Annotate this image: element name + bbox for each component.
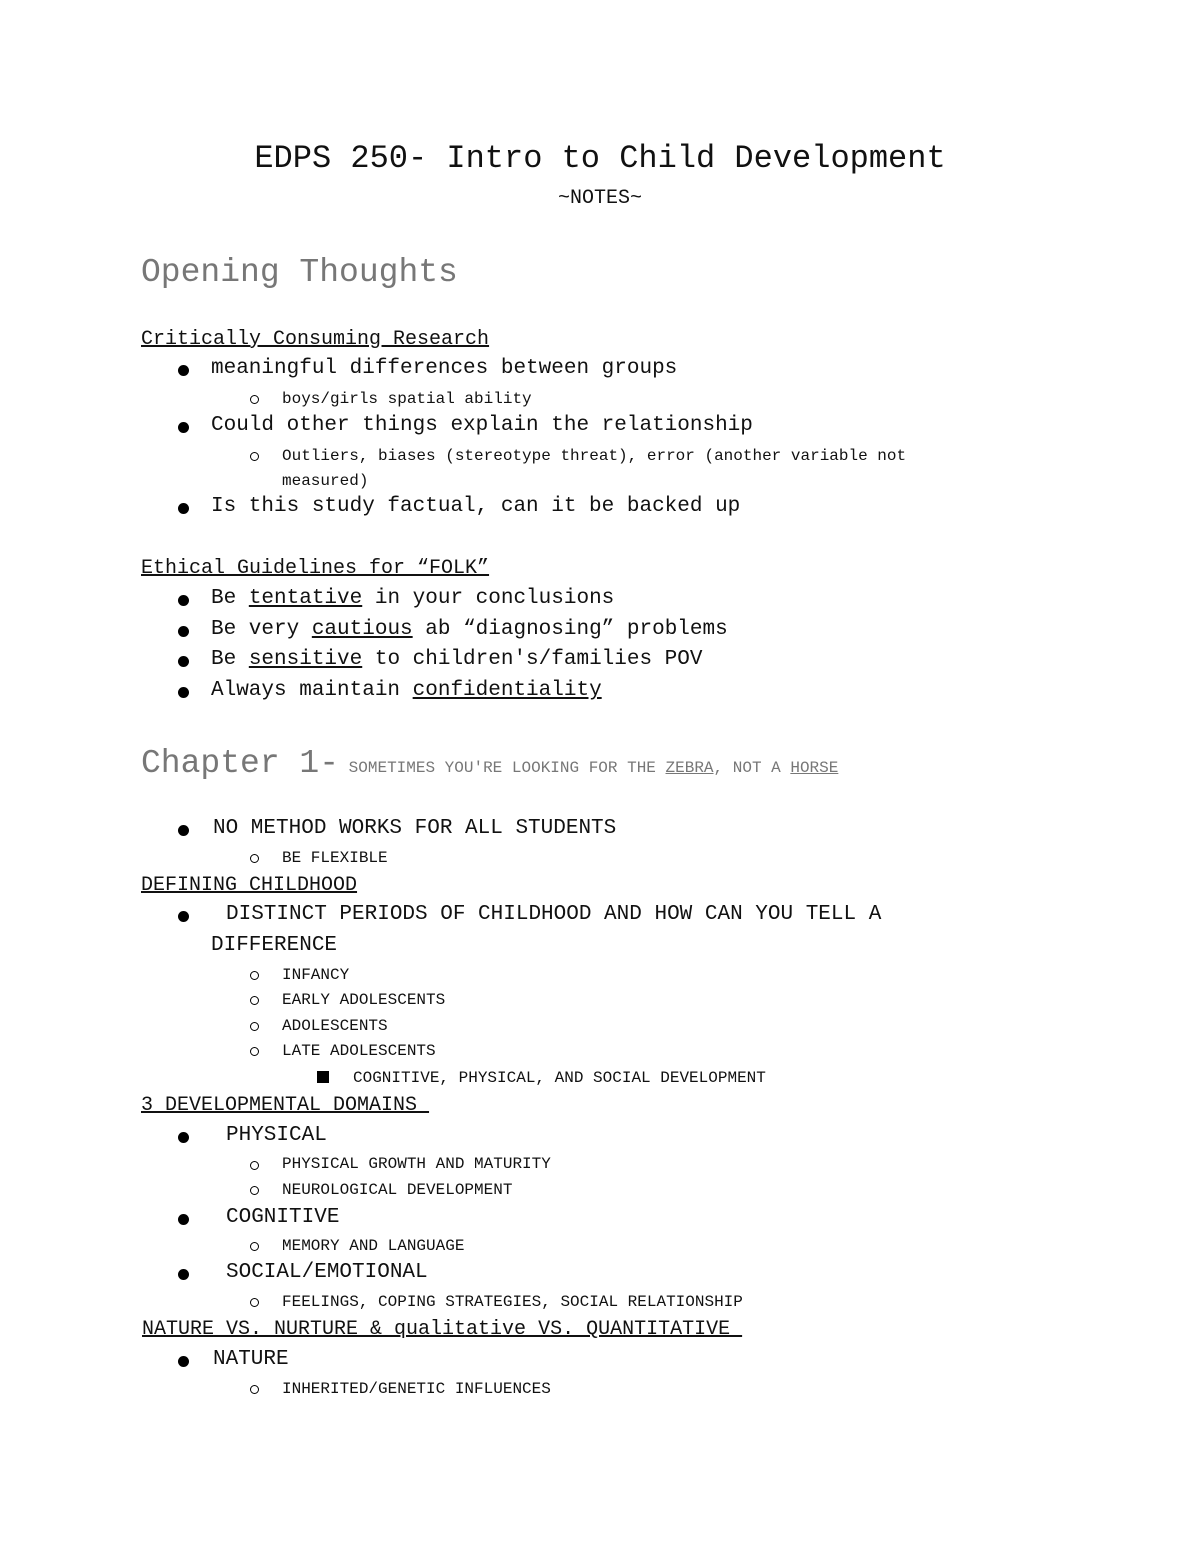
list-item-sub: Outliers, biases (stereotype threat), error (another variable not (282, 447, 907, 465)
list-item-subsub: COGNITIVE, PHYSICAL, AND SOCIAL DEVELOPMENT (353, 1069, 766, 1087)
bullet-dot-icon (178, 687, 189, 698)
heading-developmental-domains: 3 DEVELOPMENTAL DOMAINS (141, 1094, 430, 1117)
list-item: PHYSICAL (226, 1124, 327, 1147)
list-item: SOCIAL/EMOTIONAL (226, 1261, 428, 1284)
list-item: COGNITIVE (226, 1206, 340, 1229)
bullet-dot-icon (178, 626, 189, 637)
bullet-circle-icon (250, 1385, 259, 1394)
heading-ethical-guidelines: Ethical Guidelines for “FOLK” (141, 557, 490, 580)
bullet-circle-icon (250, 452, 259, 461)
bullet-circle-icon (250, 996, 259, 1005)
bullet-dot-icon (178, 1214, 189, 1225)
list-item-sub-cont: measured) (282, 472, 369, 490)
bullet-square-icon (317, 1071, 329, 1083)
list-item: Be tentative in your conclusions (211, 587, 615, 610)
list-item: NO METHOD WORKS FOR ALL STUDENTS (213, 817, 617, 840)
heading-nature-vs-nurture: NATURE VS. NURTURE & qualitative VS. QUANTITATIVE (142, 1318, 743, 1341)
bullet-dot-icon (178, 825, 189, 836)
bullet-dot-icon (178, 595, 189, 606)
bullet-dot-icon (178, 1269, 189, 1280)
heading-defining-childhood: DEFINING CHILDHOOD (141, 874, 358, 897)
bullet-dot-icon (178, 911, 189, 922)
bullet-circle-icon (250, 1298, 259, 1307)
list-item-sub: FEELINGS, COPING STRATEGIES, SOCIAL RELATIONSHIP (282, 1293, 743, 1311)
list-item-sub: MEMORY AND LANGUAGE (282, 1237, 465, 1255)
bullet-circle-icon (250, 854, 259, 863)
bullet-circle-icon (250, 1161, 259, 1170)
list-item-sub: PHYSICAL GROWTH AND MATURITY (282, 1155, 551, 1173)
list-item-sub: EARLY ADOLESCENTS (282, 991, 446, 1009)
list-item-sub: INFANCY (282, 966, 350, 984)
section-heading-chapter1: Chapter 1- SOMETIMES YOU'RE LOOKING FOR THE ZEBRA, NOT A HORSE (141, 745, 839, 782)
list-item: NATURE (213, 1348, 289, 1371)
bullet-dot-icon (178, 503, 189, 514)
bullet-circle-icon (250, 395, 259, 404)
list-item-sub: LATE ADOLESCENTS (282, 1042, 436, 1060)
heading-critically-consuming: Critically Consuming Research (141, 328, 490, 351)
list-item: Always maintain confidentiality (211, 679, 602, 702)
list-item-sub: BE FLEXIBLE (282, 849, 388, 867)
bullet-dot-icon (178, 1356, 189, 1367)
bullet-circle-icon (250, 1022, 259, 1031)
list-item-sub: INHERITED/GENETIC INFLUENCES (282, 1380, 551, 1398)
bullet-circle-icon (250, 1242, 259, 1251)
section-heading-opening: Opening Thoughts (141, 254, 458, 291)
list-item-sub: NEUROLOGICAL DEVELOPMENT (282, 1181, 513, 1199)
document-title: EDPS 250- Intro to Child Development (254, 140, 946, 177)
list-item: Could other things explain the relationship (211, 414, 753, 437)
bullet-dot-icon (178, 422, 189, 433)
bullet-dot-icon (178, 365, 189, 376)
bullet-circle-icon (250, 1047, 259, 1056)
list-item: Be sensitive to children's/families POV (211, 648, 703, 671)
bullet-dot-icon (178, 1132, 189, 1143)
list-item: Be very cautious ab “diagnosing” problems (211, 618, 728, 641)
list-item-sub: ADOLESCENTS (282, 1017, 388, 1035)
bullet-circle-icon (250, 1186, 259, 1195)
list-item: DISTINCT PERIODS OF CHILDHOOD AND HOW CAN YOU TELL A (226, 903, 882, 926)
list-item-cont: DIFFERENCE (211, 934, 338, 957)
list-item: meaningful differences between groups (211, 357, 678, 380)
bullet-circle-icon (250, 971, 259, 980)
document-subtitle: ~NOTES~ (557, 187, 642, 210)
list-item-sub: boys/girls spatial ability (282, 390, 532, 408)
list-item: Is this study factual, can it be backed up (211, 495, 741, 518)
bullet-dot-icon (178, 656, 189, 667)
